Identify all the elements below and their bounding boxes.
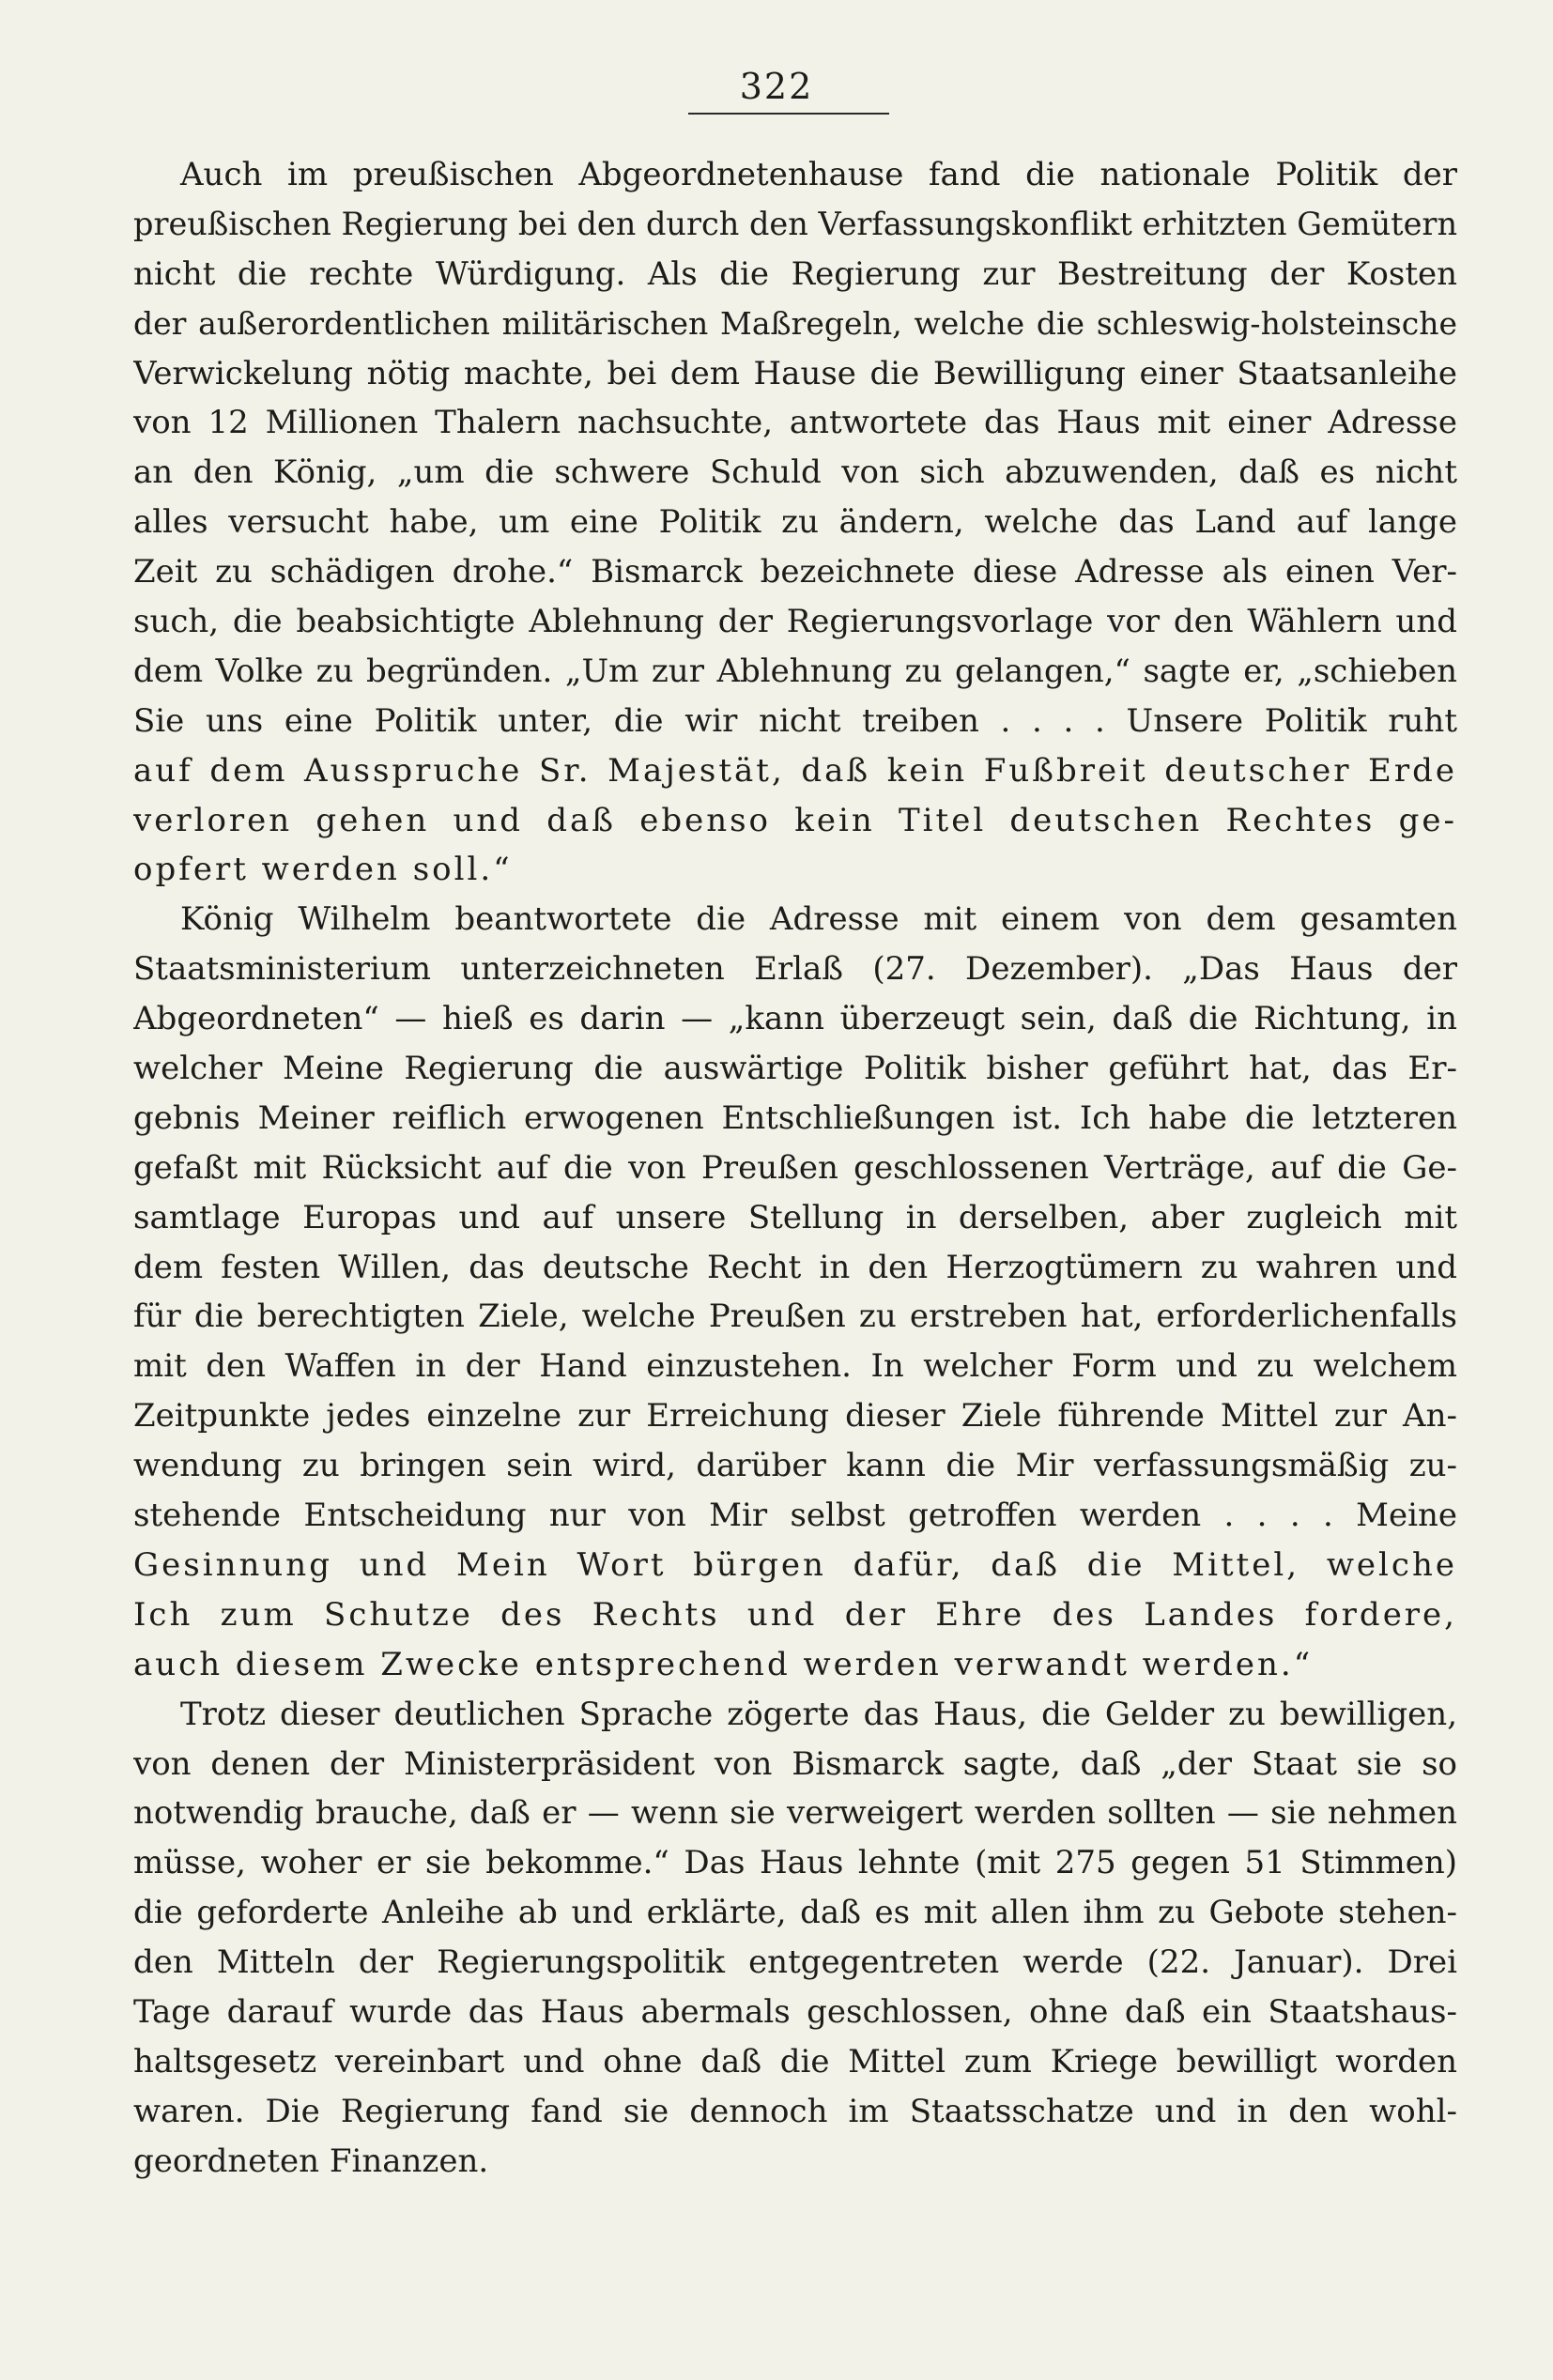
text-line: dem Volke zu begründen. „Um zur Ablehnung zu gelangen,“ sagte er, „schieben [133, 652, 1457, 690]
text-line: von 12 Millionen Thalern nachsuchte, antwortete das Haus mit einer Adresse [133, 404, 1457, 442]
text-line: notwendig brauche, daß er — wenn sie verweigert werden sollten — sie nehmen [133, 1794, 1457, 1833]
text-line: Zeitpunkte jedes einzelne zur Erreichung dieser Ziele führende Mittel zur An- [133, 1397, 1457, 1436]
text-line: Sie uns eine Politik unter, die wir nicht treiben . . . . Unsere Politik ruht [133, 701, 1457, 740]
header-rule [688, 113, 889, 115]
text-line: auch diesem Zwecke entsprechend werden verwandt werden.“ [133, 1645, 1314, 1683]
text-line: Ich zum Schutze des Rechts und der Ehre des Landes fordere, [133, 1595, 1457, 1634]
text-line: den Mitteln der Regierungspolitik entgegentreten werde (22. Januar). Drei [133, 1943, 1457, 1982]
text-line: der außerordentlichen militärischen Maßregeln, welche die schleswig-holsteinsche [133, 304, 1457, 342]
text-line: stehende Entscheidung nur von Mir selbst getroffen werden . . . . Meine [133, 1497, 1457, 1535]
text-line: waren. Die Regierung fand sie dennoch im Staatsschatze und in den wohl- [133, 2092, 1457, 2130]
text-line: verloren gehen und daß ebenso kein Titel deutschen Rechtes ge- [133, 801, 1457, 839]
text-line: Trotz dieser deutlichen Sprache zögerte das Haus, die Gelder zu bewilligen, [180, 1695, 1457, 1733]
text-line: gefaßt mit Rücksicht auf die von Preußen geschlossenen Verträge, auf die Ge- [133, 1148, 1457, 1187]
text-line: samtlage Europas und auf unsere Stellung in derselben, aber zugleich mit [133, 1198, 1457, 1236]
text-line: Auch im preußischen Abgeordnetenhause fand die nationale Politik der [180, 156, 1457, 193]
text-line: Abgeordneten“ — hieß es darin — „kann überzeugt sein, daß die Richtung, in [133, 1000, 1457, 1038]
text-line: geordneten Finanzen. [133, 2142, 489, 2180]
text-line: haltsgesetz vereinbart und ohne daß die Mittel zum Kriege bewilligt worden [133, 2042, 1457, 2081]
text-line: auf dem Ausspruche Sr. Majestät, daß kein Fußbreit deutscher Erde [133, 751, 1457, 790]
text-line: such, die beabsichtigte Ablehnung der Regierungsvorlage vor den Wählern und [133, 603, 1457, 641]
text-line: König Wilhelm beantwortete die Adresse mit einem von dem gesamten [180, 900, 1457, 939]
text-line: Tage darauf wurde das Haus abermals geschlossen, ohne daß ein Staatshaus- [133, 1992, 1457, 2031]
text-line: nicht die rechte Würdigung. Als die Regierung zur Bestreitung der Kosten [133, 254, 1457, 293]
page-number: 322 [739, 66, 814, 107]
text-line: opfert werden soll.“ [133, 851, 513, 889]
text-line: Verwickelung nötig machte, bei dem Hause die Bewilligung einer Staatsanleihe [133, 354, 1457, 392]
text-line: preußischen Regierung bei den durch den Verfassungskonflikt erhitzten Gemütern [133, 205, 1457, 242]
text-line: Zeit zu schädigen drohe.“ Bismarck bezeichnete diese Adresse als einen Ver- [133, 553, 1457, 591]
text-line: von denen der Ministerpräsident von Bismarck sagte, daß „der Staat sie so [133, 1744, 1457, 1783]
text-line: gebnis Meiner reiflich erwogenen Entschließungen ist. Ich habe die letzteren [133, 1098, 1457, 1137]
text-line: wendung zu bringen sein wird, darüber kann die Mir verfassungsmäßig zu- [133, 1447, 1457, 1485]
text-line: für die berechtigten Ziele, welche Preußen zu erstreben hat, erforderlichenfalls [133, 1297, 1457, 1336]
body-text [133, 150, 1457, 2187]
text-line: Staatsministerium unterzeichneten Erlaß (27. Dezember). „Das Haus der [133, 950, 1457, 989]
text-line: alles versucht habe, um eine Politik zu ändern, welche das Land auf lange [133, 503, 1457, 542]
text-line: mit den Waffen in der Hand einzustehen. In welcher Form und zu welchem [133, 1347, 1457, 1386]
text-line: welcher Meine Regierung die auswärtige Politik bisher geführt hat, das Er- [133, 1050, 1457, 1088]
text-line: müsse, woher er sie bekomme.“ Das Haus lehnte (mit 275 gegen 51 Stimmen) [133, 1844, 1457, 1882]
text-line: dem festen Willen, das deutsche Recht in den Herzogtümern zu wahren und [133, 1248, 1457, 1286]
text-line: an den König, „um die schwere Schuld von sich abzuwenden, daß es nicht [133, 453, 1457, 492]
text-line: die geforderte Anleihe ab und erklärte, daß es mit allen ihm zu Gebote stehen- [133, 1894, 1457, 1932]
text-line: Gesinnung und Mein Wort bürgen dafür, daß die Mittel, welche [133, 1545, 1457, 1584]
